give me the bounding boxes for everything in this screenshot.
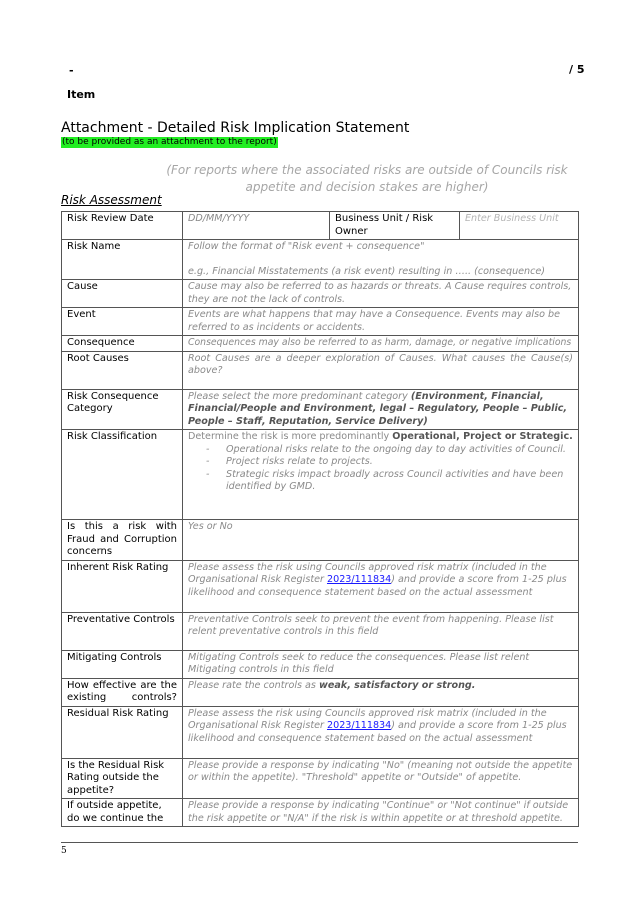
continue-field[interactable]: Please provide a response by indicating "Continue" or "Not continue" if outside the risk appetite or "N/A" if the risk is within appetite or at threshold appetite.: [183, 799, 579, 827]
register-link[interactable]: 2023/111834: [326, 574, 392, 585]
intro-text: (For reports where the associated risks are outside of Councils risk appetite and decision stakes are higher): [166, 163, 568, 194]
fraud-field[interactable]: Yes or No: [183, 520, 579, 561]
risk-name-label: Risk Name: [62, 240, 183, 280]
residual-appetite-label: Is the Residual Risk Rating outside the appetite?: [62, 758, 183, 799]
table-row: [62, 240, 579, 280]
business-unit-field[interactable]: Enter Business Unit: [460, 212, 579, 240]
review-date-label: Risk Review Date: [62, 212, 183, 240]
cause-label: Cause: [62, 280, 183, 308]
risk-assessment-table: [61, 211, 579, 827]
root-causes-field[interactable]: Root Causes are a deeper exploration of Causes. What causes the Cause(s) above?: [183, 351, 579, 389]
effectiveness-label: How effective are the existing controls?: [62, 678, 183, 706]
category-field[interactable]: [183, 389, 579, 430]
header-item-label: Item: [67, 88, 96, 101]
register-link[interactable]: 2023/111834: [326, 720, 392, 731]
table-row: [62, 758, 579, 799]
risk-name-field[interactable]: [183, 240, 579, 280]
table-row: [62, 560, 579, 612]
consequence-field[interactable]: Consequences may also be referred to as harm, damage, or negative implications: [183, 336, 579, 352]
table-row: [62, 706, 579, 758]
attachment-note: (to be provided as an attachment to the report): [62, 137, 277, 147]
residual-rating-field[interactable]: Please assess the risk using Councils approved risk matrix (included in the Organisational Risk Register 2023/111834) and provide a score from 1-25 plus likelihood and consequence statement based on the actual assessment: [183, 706, 579, 758]
table-row: [62, 351, 579, 389]
classification-field[interactable]: [183, 430, 579, 520]
table-row: [62, 389, 579, 430]
classification-instruction: Determine the risk is more predominantly: [188, 431, 393, 442]
footer-divider: [61, 842, 578, 843]
risk-assessment-heading: Risk Assessment: [61, 193, 162, 207]
preventative-field[interactable]: Preventative Controls seek to prevent the event from happening. Please list relent preventative controls in this field: [183, 612, 579, 650]
list-item: - Strategic risks impact broadly across Council activities and have been identified by GMD.: [226, 469, 573, 494]
review-date-field[interactable]: DD/MM/YYYY: [183, 212, 330, 240]
table-row: [62, 336, 579, 352]
category-label: Risk Consequence Category: [62, 389, 183, 430]
category-instruction: Please select the more predominant category: [188, 390, 411, 402]
risk-name-format: Follow the format of "Risk event + consequence": [188, 241, 425, 252]
preventative-label: Preventative Controls: [62, 612, 183, 650]
effectiveness-field[interactable]: Please rate the controls as weak, satisfactory or strong.: [183, 678, 579, 706]
classification-options: Operational, Project or Strategic.: [392, 431, 573, 442]
mitigating-label: Mitigating Controls: [62, 650, 183, 678]
table-row: [62, 430, 579, 520]
mitigating-field[interactable]: Mitigating Controls seek to reduce the consequences. Please list relent Mitigating controls in this field: [183, 650, 579, 678]
list-item: - Operational risks relate to the ongoing day to day activities of Council.: [226, 444, 573, 457]
owner-label: Business Unit / Risk Owner: [330, 212, 460, 240]
table-row: [62, 520, 579, 561]
cause-field[interactable]: Cause may also be referred to as hazards or threats. A Cause requires controls, they are not the lack of controls.: [183, 280, 579, 308]
event-label: Event: [62, 308, 183, 336]
table-row: [62, 308, 579, 336]
table-row: [62, 212, 579, 240]
table-row: [62, 799, 579, 827]
event-field[interactable]: Events are what happens that may have a Consequence. Events may also be referred to as incidents or accidents.: [183, 308, 579, 336]
category-options: (Environment, Financial, Financial/People and Environment, legal – Regulatory, People – Public, People – Staff, Reputation, Service Delivery): [188, 390, 568, 427]
continue-label: If outside appetite, do we continue the: [62, 799, 183, 827]
consequence-label: Consequence: [62, 336, 183, 352]
table-row: [62, 612, 579, 650]
list-item: - Project risks relate to projects.: [226, 456, 573, 469]
table-row: [62, 650, 579, 678]
risk-name-example: e.g., Financial Misstatements (a risk event) resulting in ….. (consequence): [188, 265, 546, 277]
table-row: [62, 678, 579, 706]
fraud-label: Is this a risk with Fraud and Corruption concerns: [62, 520, 183, 561]
header-page-count: / 5: [569, 63, 585, 76]
table-row: [62, 280, 579, 308]
root-causes-label: Root Causes: [62, 351, 183, 389]
residual-rating-label: Residual Risk Rating: [62, 706, 183, 758]
classification-label: Risk Classification: [62, 430, 183, 520]
header-dash: -: [69, 64, 74, 77]
attachment-title: Attachment - Detailed Risk Implication Statement: [61, 120, 410, 136]
footer-page-number: 5: [61, 846, 67, 856]
effectiveness-options: weak, satisfactory or strong.: [318, 679, 476, 691]
residual-appetite-field[interactable]: Please provide a response by indicating "No" (meaning not outside the appetite or within the appetite). "Threshold" appetite or "Outside" of appetite.: [183, 758, 579, 799]
inherent-rating-field[interactable]: Please assess the risk using Councils approved risk matrix (included in the Organisational Risk Register 2023/111834) and provide a score from 1-25 plus likelihood and consequence statement based on the actual assessment: [183, 560, 579, 612]
inherent-rating-label: Inherent Risk Rating: [62, 560, 183, 612]
